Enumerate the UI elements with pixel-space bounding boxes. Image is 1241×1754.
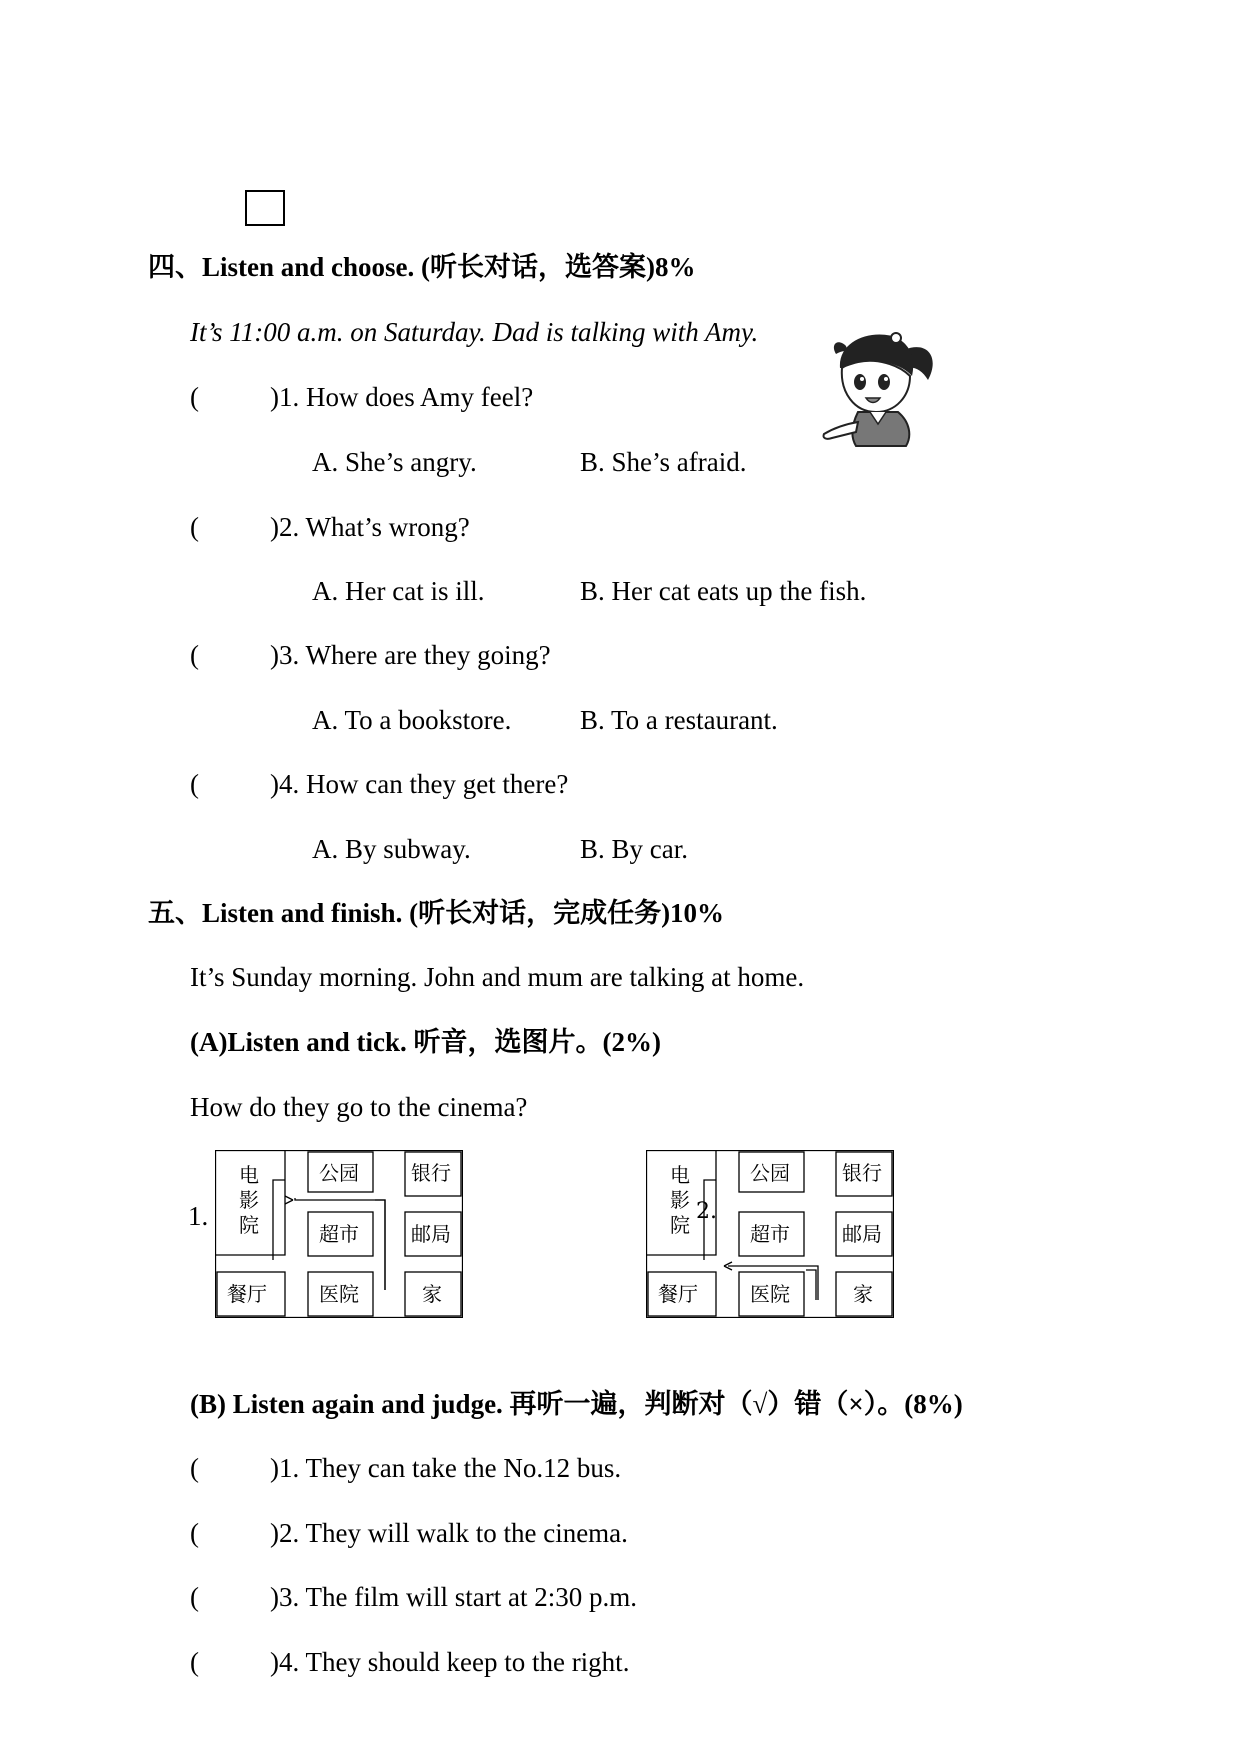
map-2-restaurant: 餐厅 — [658, 1282, 698, 1306]
answer-paren-1[interactable]: ( — [190, 382, 199, 412]
map-1-cinema-1: 电 — [239, 1163, 259, 1187]
map-2-home: 家 — [853, 1282, 873, 1306]
question-2: )2. What’s wrong? — [270, 512, 470, 542]
map-1-label: 1. — [188, 1201, 209, 1231]
question-4-option-a: A. By subway. — [312, 834, 471, 864]
map-2[interactable] — [646, 1150, 894, 1318]
map-2-bank: 银行 — [842, 1161, 882, 1185]
question-4: )4. How can they get there? — [270, 769, 569, 799]
question-1-option-b: B. She’s afraid. — [580, 447, 747, 477]
answer-paren-3[interactable]: ( — [190, 640, 199, 670]
part-a-heading: (A)Listen and tick. 听音，选图片。(2%) — [190, 1027, 661, 1057]
question-2-option-b: B. Her cat eats up the fish. — [580, 576, 867, 606]
map-2-cinema-3: 院 — [670, 1213, 690, 1237]
map-2-label: 2. — [696, 1199, 717, 1224]
judge-item-2: )2. They will walk to the cinema. — [270, 1518, 628, 1548]
map-1-cinema-3: 院 — [239, 1213, 259, 1237]
map-1-home: 家 — [422, 1282, 442, 1306]
map-2-cinema-2: 影 — [670, 1188, 690, 1212]
question-3-option-b: B. To a restaurant. — [580, 705, 778, 735]
answer-paren-4[interactable]: ( — [190, 769, 199, 799]
judge-item-3: )3. The film will start at 2:30 p.m. — [270, 1582, 637, 1612]
map-2-cinema-1: 电 — [670, 1163, 690, 1187]
judge-paren-3[interactable]: ( — [190, 1582, 199, 1612]
part-b-heading: (B) Listen again and judge. 再听一遍，判断对（√）错（×）。(8%) — [190, 1389, 963, 1419]
judge-paren-2[interactable]: ( — [190, 1518, 199, 1548]
map-1-cinema-2: 影 — [239, 1188, 259, 1212]
section-5-intro: It’s Sunday morning. John and mum are talking at home. — [190, 962, 805, 992]
judge-paren-1[interactable]: ( — [190, 1453, 199, 1483]
judge-paren-4[interactable]: ( — [190, 1647, 199, 1677]
map-1-park: 公园 — [319, 1161, 359, 1185]
section-4-intro: It’s 11:00 a.m. on Saturday. Dad is talking with Amy. — [190, 317, 759, 347]
map-1-hospital: 医院 — [319, 1282, 359, 1306]
girl-illustration — [818, 328, 938, 450]
section-4-heading: 四、Listen and choose. (听长对话，选答案)8% — [148, 252, 696, 282]
map-2-supermarket: 超市 — [750, 1222, 790, 1246]
map-2-park: 公园 — [750, 1161, 790, 1185]
map-2-post-office: 邮局 — [842, 1222, 882, 1246]
map-1-post-office: 邮局 — [411, 1222, 451, 1246]
map-1-restaurant: 餐厅 — [227, 1282, 267, 1306]
answer-box[interactable] — [245, 190, 285, 226]
map-1-supermarket: 超市 — [319, 1222, 359, 1246]
question-3-option-a: A. To a bookstore. — [312, 705, 512, 735]
part-a-question: How do they go to the cinema? — [190, 1092, 528, 1122]
question-1: )1. How does Amy feel? — [270, 382, 534, 412]
map-2-hospital: 医院 — [750, 1282, 790, 1306]
answer-paren-2[interactable]: ( — [190, 512, 199, 542]
question-2-option-a: A. Her cat is ill. — [312, 576, 485, 606]
map-1[interactable] — [215, 1150, 463, 1318]
judge-item-4: )4. They should keep to the right. — [270, 1647, 630, 1677]
question-1-option-a: A. She’s angry. — [312, 447, 477, 477]
question-4-option-b: B. By car. — [580, 834, 688, 864]
question-3: )3. Where are they going? — [270, 640, 551, 670]
map-1-bank: 银行 — [411, 1161, 451, 1185]
section-5-heading: 五、Listen and finish. (听长对话，完成任务)10% — [148, 898, 725, 928]
judge-item-1: )1. They can take the No.12 bus. — [270, 1453, 622, 1483]
